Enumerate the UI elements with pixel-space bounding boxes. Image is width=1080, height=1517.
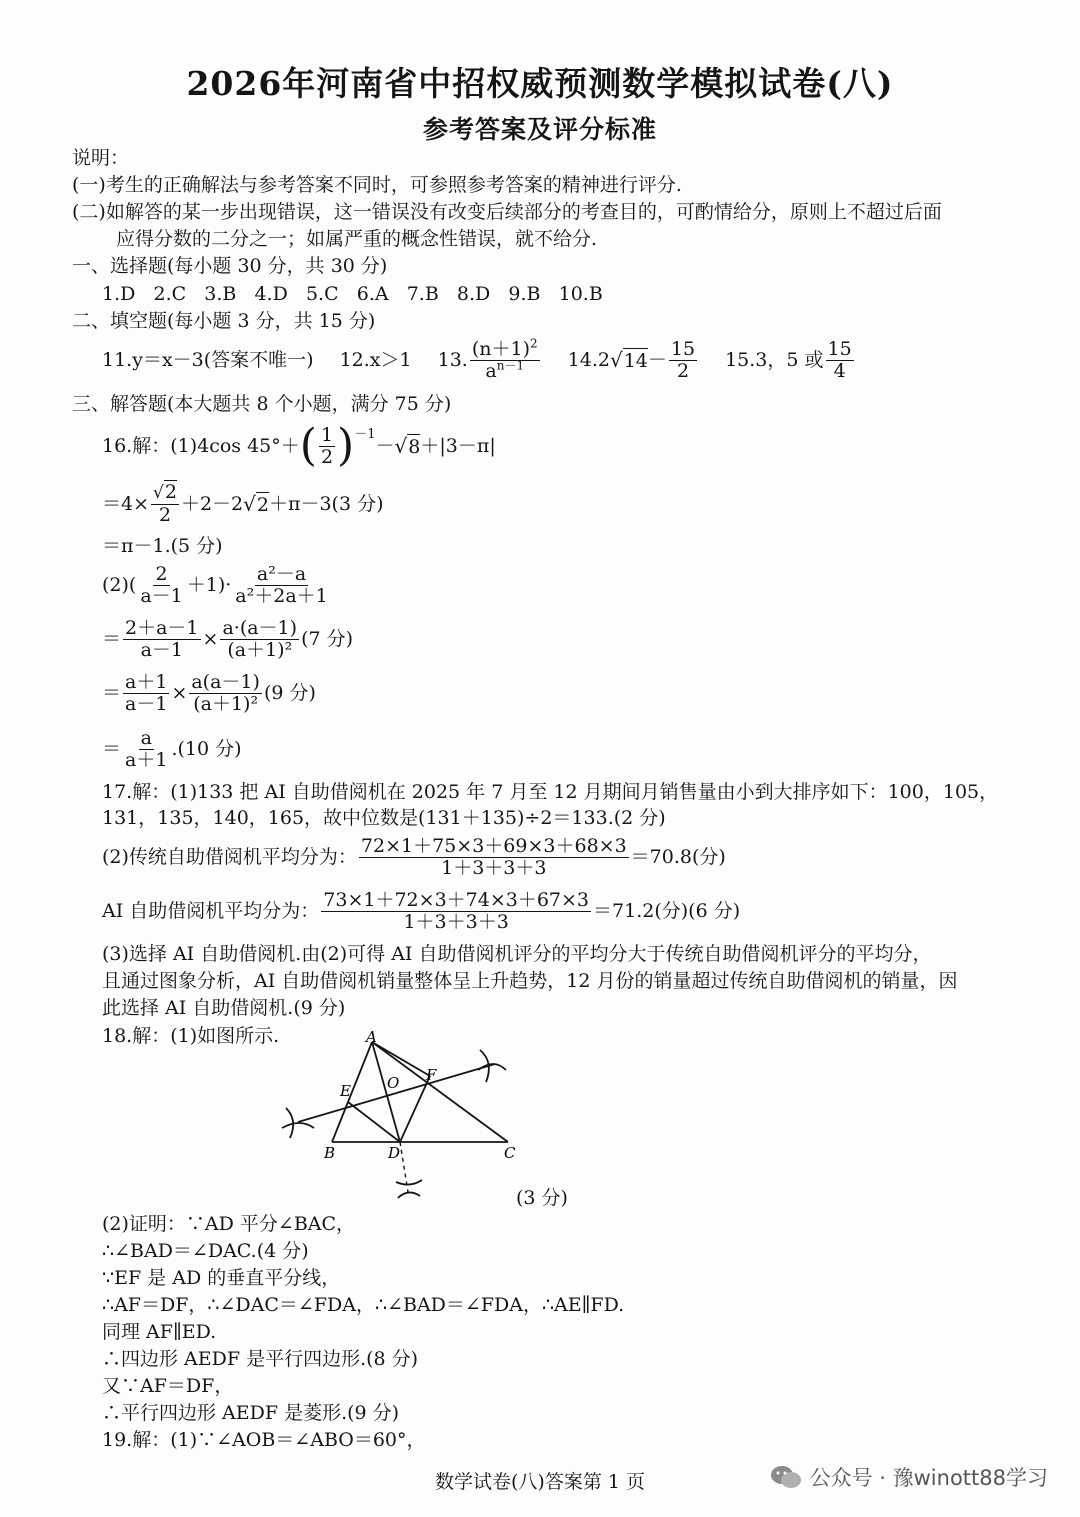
q18-line-9: ∴平行四边形 AEDF 是菱形.(9 分) (102, 1402, 400, 1424)
q18-line-4: ∵EF 是 AD 的垂直平分线， (102, 1267, 341, 1289)
q17-line-2: 131，135，140，165，故中位数是(131＋135)÷2＝133.(2 分) (102, 807, 666, 829)
q16-l6-denominator-2: (a＋1)² (193, 692, 259, 715)
q16-l1-numerator: 1 (320, 423, 334, 446)
arc-left-2 (282, 1123, 314, 1128)
q16-l1-suffix: ＋|3－π| (420, 435, 496, 457)
arc-bottom-1 (396, 1180, 422, 1185)
q16-l6-times: × (171, 682, 188, 704)
q16-line-6 (102, 668, 316, 718)
answer-14-radicand: 14 (623, 349, 648, 372)
q17-l3-numerator: 72×1＋75×3＋69×3＋68×3 (360, 834, 627, 857)
point-label-c: C (504, 1144, 516, 1162)
segment-fd (400, 1076, 430, 1142)
q16-l6-denominator: a－1 (125, 692, 168, 715)
q16-l2-denominator: 2 (158, 504, 172, 526)
answer-13-fraction (470, 336, 540, 382)
q16-l2-numerator-radicand: 2 (164, 481, 177, 503)
segment-ad (372, 1042, 400, 1142)
q17-l4-prefix: AI 自助借阅机平均分为： (102, 900, 320, 922)
q16-l1-exponent: －1 (354, 427, 376, 442)
notes-heading: 说明： (72, 147, 130, 169)
q18-line-1: 18.解：(1)如图所示. (102, 1025, 280, 1047)
q17-l3-suffix: ＝70.8(分) (630, 846, 726, 868)
answer-11: 11.y＝x－3(答案不唯一) (102, 349, 314, 371)
q16-l4-denominator-2: a²＋2a＋1 (235, 584, 328, 607)
q17-l3-prefix: (2)传统自助借阅机平均分为： (102, 846, 357, 868)
q16-l6-prefix: ＝ (102, 682, 122, 704)
segment-ed (348, 1102, 400, 1142)
q16-line-5 (102, 614, 353, 664)
q16-l1-radicand: 8 (408, 435, 421, 458)
section-2-answers: 11.y＝x－3(答案不唯一) 12.x＞1 13. $\frac{(n+1)^2}{a^{n-1}}$ 14.2 √ 14 － $\frac{15}{2}$ 15.3，5 或 $\frac{15}{4}$ (102, 336, 852, 382)
q16-l2-radicand: 2 (256, 493, 269, 516)
q16-l5-numerator-2: a·(a－1) (222, 616, 298, 639)
segment-ac (372, 1042, 508, 1142)
q16-l5-times: × (202, 628, 219, 650)
point-label-e: E (340, 1082, 351, 1100)
answer-13-numerator: (n＋1) (471, 337, 530, 360)
q18-line-3: ∴∠BAD＝∠DAC.(4 分) (102, 1240, 309, 1262)
q16-l1-denominator: 2 (320, 445, 334, 468)
page-subtitle: 参考答案及评分标准 (422, 115, 657, 144)
q16-line-4 (102, 560, 332, 610)
point-label-a: A (366, 1030, 377, 1046)
q18-line-6: 同理 AF∥ED. (102, 1321, 217, 1343)
q17-line-5: (3)选择 AI 自助借阅机.由(2)可得 AI 自助借阅机评分的平均分大于传统自助借阅机评分的平均分， (102, 943, 932, 965)
q16-l7-numerator: a (140, 726, 152, 749)
arc-bottom-2 (398, 1192, 420, 1198)
perpendicular-bisector-ef (298, 1064, 495, 1122)
q16-l7-denominator: a＋1 (125, 748, 168, 771)
q16-l6-numerator-2: a(a－1) (191, 670, 260, 693)
arc-right-2 (478, 1064, 506, 1070)
answer-12: 12.x＞1 (339, 349, 412, 371)
q16-l1-prefix: 16.解：(1)4cos 45°＋ (102, 435, 300, 457)
q16-l7-suffix: .(10 分) (171, 738, 242, 760)
section-1-heading: 一、选择题(每小题 30 分，共 30 分) (72, 255, 388, 277)
notes-line-1: (一)考生的正确解法与参考答案不同时，可参照参考答案的精神进行评分. (72, 174, 682, 196)
answer-15-fraction (826, 339, 854, 382)
point-label-f: F (426, 1066, 437, 1084)
answer-14-fraction (669, 339, 697, 382)
point-label-o: O (387, 1074, 400, 1092)
q16-line-7 (102, 724, 242, 774)
q16-l5-numerator: 2＋a－1 (125, 616, 199, 639)
q16-line-2: ＝4× $\frac{√2}{2}$ ＋2－2 √ 2 ＋π－3(3 分) (102, 481, 384, 526)
answer-13-numerator-exp: 2 (530, 336, 538, 351)
q17-line-4 (102, 886, 740, 936)
q17-line-6: 且通过图象分析，AI 自助借阅机销量整体呈上升趋势，12 月份的销量超过传统自助借阅机的销量，因 (102, 970, 958, 992)
q16-l2-suffix: ＋π－3(3 分) (268, 493, 384, 515)
q17-line-7: 此选择 AI 自助借阅机.(9 分) (102, 997, 346, 1019)
point-label-b: B (324, 1144, 336, 1162)
section-1-answers: 1.D 2.C 3.B 4.D 5.C 6.A 7.B 8.D 9.B 10.B (102, 283, 603, 305)
answer-15-denominator: 4 (833, 359, 846, 382)
page-footer: 数学试卷(八)答案第 1 页 (435, 1471, 645, 1493)
q17-l4-suffix: ＝71.2(分)(6 分) (593, 900, 741, 922)
q16-l5-suffix: (7 分) (301, 628, 354, 650)
q17-l4-denominator: 1＋3＋3＋3 (403, 910, 509, 933)
q19-line-1: 19.解：(1)∵∠AOB＝∠ABO＝60°， (102, 1429, 426, 1451)
q17-line-1: 17.解：(1)133 把 AI 自助借阅机在 2025 年 7 月至 12 月期间月销售量由小到大排序如下：100，105， (102, 781, 999, 803)
q17-line-3 (102, 832, 726, 882)
answer-15-prefix: 15.3，5 或 (725, 349, 824, 371)
q18-figure-score: (3 分) (516, 1187, 568, 1209)
answer-14-minus: － (647, 349, 667, 371)
section-2-heading: 二、填空题(每小题 3 分，共 15 分) (72, 310, 376, 332)
q16-line-3: ＝π－1.(5 分) (102, 535, 223, 557)
answer-13-prefix: 13. (437, 349, 468, 371)
q17-l4-numerator: 73×1＋72×3＋74×3＋67×3 (323, 888, 590, 911)
q16-l4-prefix: (2)( (102, 574, 137, 596)
q16-l6-suffix: (9 分) (263, 682, 316, 704)
answer-13-denominator-exp: n－1 (496, 358, 525, 373)
q18-line-2: (2)证明：∵AD 平分∠BAC， (102, 1213, 356, 1235)
q17-l3-denominator: 1＋3＋3＋3 (441, 856, 547, 879)
q16-l2-prefix: ＝4× (102, 493, 150, 515)
watermark (770, 1462, 1048, 1492)
watermark-text: 公众号 · 豫winott88学习 (809, 1466, 1048, 1490)
notes-line-2a: (二)如解答的某一步出现错误，这一错误没有改变后续部分的考查目的，可酌情给分，原则上不超过后面 (72, 201, 942, 223)
section-3-heading: 三、解答题(本大题共 8 个小题，满分 75 分) (72, 393, 452, 415)
answer-15-numerator: 15 (827, 337, 852, 360)
answer-14-numerator: 15 (670, 337, 696, 360)
q16-l6-numerator: a＋1 (125, 670, 168, 693)
point-label-d: D (388, 1144, 401, 1162)
answer-14-prefix: 14.2 (567, 349, 610, 371)
q16-line-1: 16.解：(1)4cos 45°＋ ( $\frac{1}{2}$ ) $^{-1}$ － √ 8 ＋|3－π| (102, 420, 496, 471)
answer-13-denominator: a (485, 359, 497, 382)
q16-l4-numerator: 2 (155, 562, 168, 585)
segment-ab (332, 1042, 372, 1142)
q16-l1-fraction (319, 425, 335, 468)
q16-l4-denominator: a－1 (140, 584, 183, 607)
q16-l4-mid: ＋1)· (186, 574, 232, 596)
q16-l5-denominator: a－1 (140, 638, 183, 661)
q16-l2-mid: ＋2－2 (180, 493, 244, 515)
answer-14-denominator: 2 (676, 359, 690, 382)
q16-l4-numerator-2: a²－a (256, 562, 307, 585)
q16-l1-minus: － (375, 435, 395, 457)
wechat-icon (770, 1464, 802, 1490)
q18-line-7: ∴四边形 AEDF 是平行四边形.(8 分) (102, 1348, 419, 1370)
page-title: 2026年河南省中招权威预测数学模拟试卷(八) (186, 64, 894, 103)
q16-l5-denominator-2: (a＋1)² (227, 638, 293, 661)
q16-l7-prefix: ＝ (102, 738, 122, 760)
notes-line-2b: 应得分数的二分之一；如属严重的概念性错误，就不给分. (116, 228, 598, 250)
q18-line-5: ∴AF＝DF，∴∠DAC＝∠FDA，∴∠BAD＝∠FDA，∴AE∥FD. (102, 1294, 625, 1316)
q18-line-8: 又∵AF＝DF， (102, 1375, 234, 1397)
geometry-figure (280, 1030, 600, 1210)
q16-l5-prefix: ＝ (102, 628, 122, 650)
q16-l2-fraction: $\frac{√2}{2}$ (153, 481, 177, 526)
